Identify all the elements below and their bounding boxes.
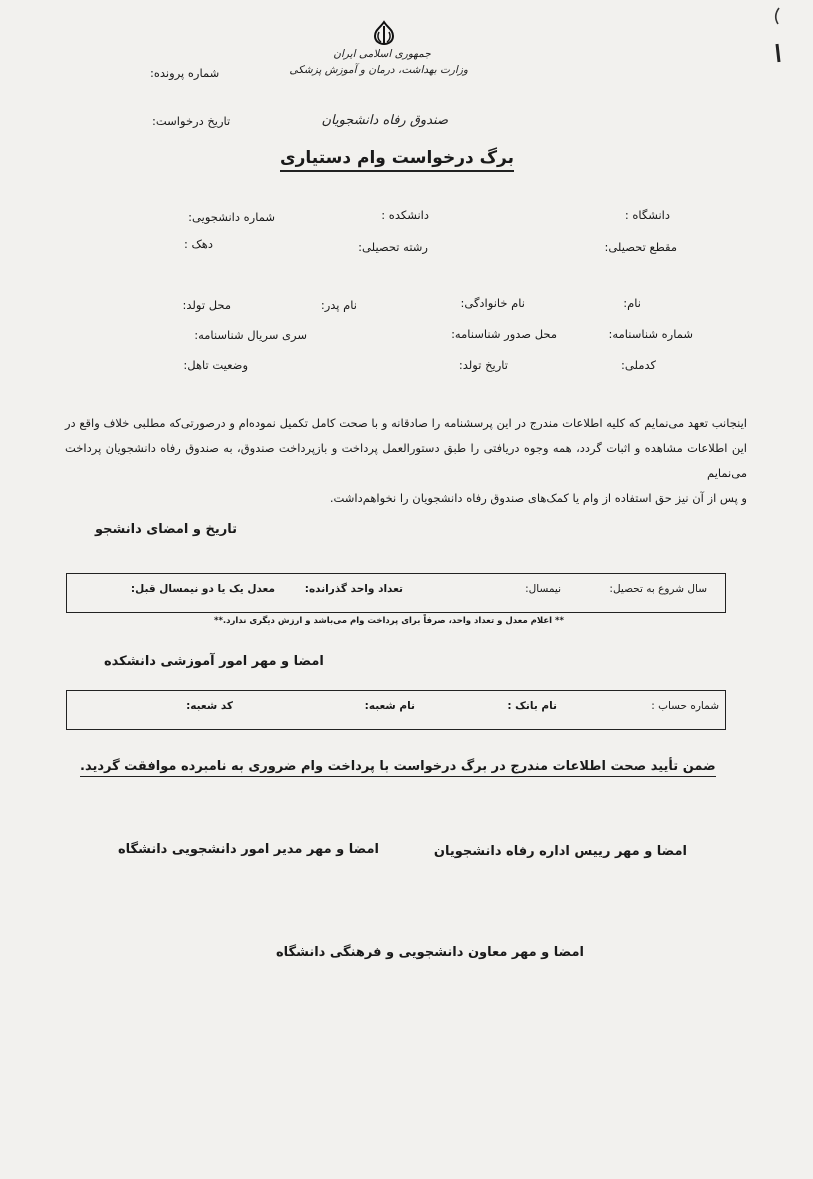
- marital-status-label: وضعیت تاهل:: [183, 358, 248, 372]
- logo-line-ministry: وزارت بهداشت، درمان و آموزش پزشکی: [289, 64, 468, 76]
- faculty-signature-label: امضا و مهر امور آموزشی دانشکده: [104, 654, 324, 669]
- education-note: ** اعلام معدل و تعداد واحد، صرفاً برای پرداخت وام می‌باشد و ارزش دیگری ندارد.**: [214, 616, 564, 626]
- student-signature-label: تاریخ و امضای دانشجو: [95, 522, 238, 537]
- dahak-label: دهک :: [183, 237, 213, 251]
- birth-date-label: تاریخ تولد:: [458, 358, 508, 372]
- field-label: رشته تحصیلی:: [358, 240, 428, 254]
- logo-line-fund: صندوق رفاه دانشجویان: [321, 113, 448, 128]
- gpa-label: معدل یک یا دو نیمسال قبل:: [130, 583, 275, 595]
- name-label: نام:: [623, 296, 641, 310]
- student-number-label: شماره دانشجویی:: [188, 210, 275, 224]
- request-date-label: تاریخ درخواست:: [152, 114, 231, 128]
- student-affairs-manager-signature: امضا و مهر مدیر امور دانشجویی دانشگاه: [118, 842, 379, 857]
- file-number-label: شماره پرونده:: [150, 66, 220, 80]
- units-passed-label: تعداد واحد گذرانده:: [304, 583, 403, 595]
- level-label: مقطع تحصیلی:: [604, 240, 677, 254]
- father-name-label: نام پدر:: [320, 298, 357, 312]
- semester-label: نیمسال:: [525, 583, 561, 595]
- bank-box: [66, 690, 726, 730]
- bank-name-label: نام بانک :: [507, 700, 557, 712]
- commitment-line-2: این اطلاعات مشاهده و اثبات گردد، همه وجوه دریافتی را طبق دستورالعمل پرداخت و بازپرداخت صندوق، به صندوق رفاه دانشجویان پرداخت می‌نمایم: [65, 441, 747, 480]
- education-box: [66, 573, 726, 613]
- id-number-label: شماره شناسنامه:: [608, 327, 693, 341]
- form-title: برگ درخواست وام دستیاری: [280, 148, 514, 172]
- welfare-head-signature: امضا و مهر رییس اداره رفاه دانشجویان: [433, 844, 687, 859]
- national-code-label: کدملی:: [621, 358, 656, 372]
- id-serial-label: سری سریال شناسنامه:: [194, 328, 307, 342]
- branch-code-label: کد شعبه:: [186, 700, 233, 712]
- start-year-label: سال شروع به تحصیل:: [609, 583, 707, 595]
- id-issue-place-label: محل صدور شناسنامه:: [451, 327, 557, 341]
- scan-marks: [767, 4, 783, 64]
- faculty-label: دانشکده :: [381, 208, 429, 222]
- university-label: دانشگاه :: [624, 208, 670, 222]
- branch-name-label: نام شعبه:: [364, 700, 415, 712]
- commitment-paragraph: [65, 411, 747, 511]
- birth-place-label: محل تولد:: [182, 298, 231, 312]
- iran-emblem-icon: [366, 20, 402, 46]
- commitment-line-3: و پس از آن نیز حق استفاده از وام یا کمک‌های صندوق رفاه دانشجویان را نخواهم‌داشت.: [329, 491, 747, 505]
- deputy-signature: امضا و مهر معاون دانشجویی و فرهنگی دانشگاه: [276, 945, 584, 960]
- logo-line-republic: جمهوری اسلامی ایران: [333, 48, 431, 60]
- account-number-label: شماره حساب :: [651, 700, 719, 712]
- commitment-line-1: اینجانب تعهد می‌نمایم که کلیه اطلاعات مندرج در این پرسشنامه را صادقانه و با صحت کامل تکمیل نموده‌ام و درصورتی‌که مطلبی خلاف واقع در: [65, 416, 747, 430]
- family-name-label: نام خانوادگی:: [460, 296, 525, 310]
- approval-statement: ضمن تأیید صحت اطلاعات مندرج در برگ درخواست با پرداخت وام ضروری به نامبرده موافقت گردید.: [80, 759, 716, 777]
